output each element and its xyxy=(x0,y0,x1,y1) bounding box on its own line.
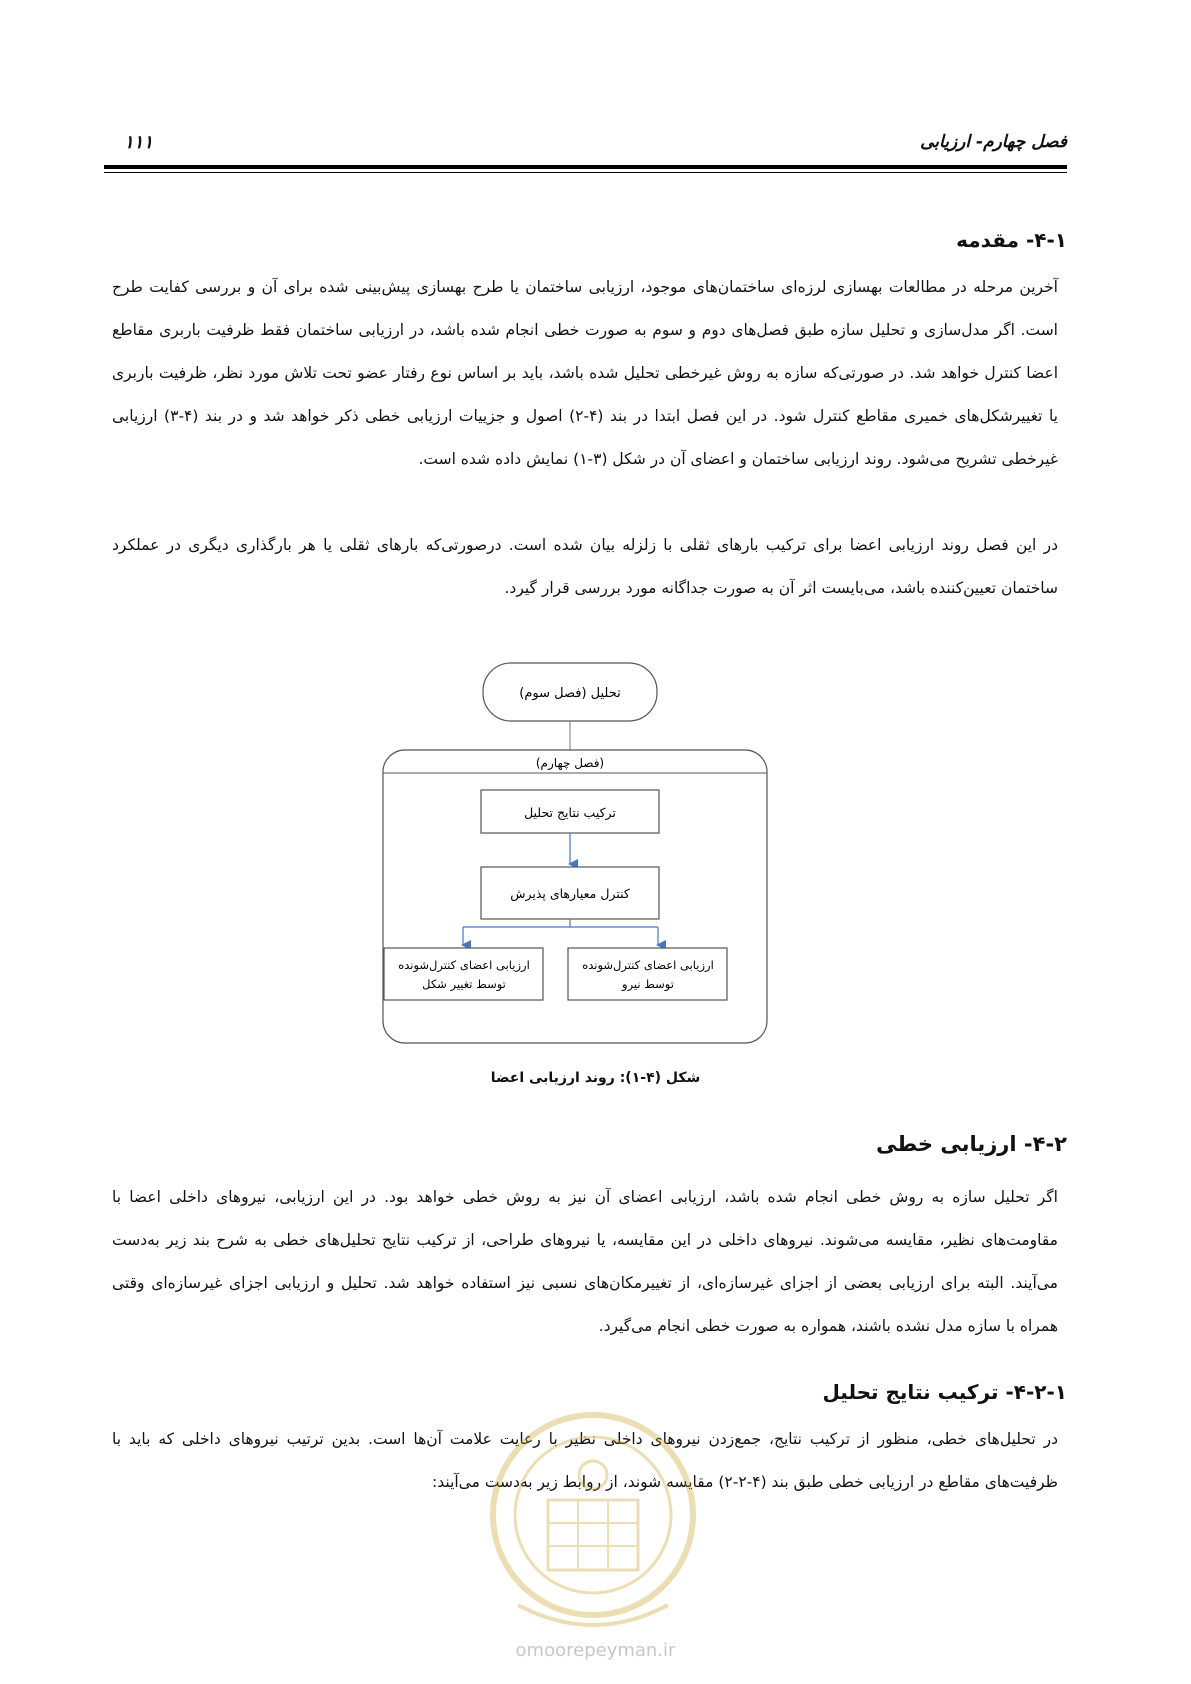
flow-node-deformation-line1: ارزیابی اعضای کنترل‌شونده xyxy=(398,958,530,972)
section-heading-combination: ۴-۲-۱- ترکیب نتایج تحلیل xyxy=(822,1380,1067,1404)
section-heading-linear-evaluation: ۴-۲- ارزیابی خطی xyxy=(876,1132,1067,1156)
flow-node-force-line1: ارزیابی اعضای کنترل‌شونده xyxy=(582,958,714,972)
page-number: ۱۱۱ xyxy=(124,132,154,153)
flow-node-force-line2: توسط نیرو xyxy=(622,977,674,991)
watermark-seal xyxy=(478,1405,708,1655)
linear-evaluation-paragraph: اگر تحلیل سازه به روش خطی انجام شده باشد، ارزیابی اعضای آن نیز به روش خطی خواهد بود. در این ارزیابی، نیروهای داخلی اعضا با مقاومت‌های نظیر، مقایسه می‌شوند. نیروهای داخلی در این مقایسه، یا نیروهای طراحی، از ترکیب نتایج تحلیل‌های خطی به شرح بند زیر به‌دست می‌آیند. البته برای ارزیابی بعضی از اجزای غیرسازه‌ای، از تغییرمکان‌های نسبی نیز استفاده خواهد شد. تحلیل و ارزیابی اجزای غیرسازه‌ای وقتی همراه با سازه مدل نشده باشند، همواره به صورت خطی انجام می‌گیرد. xyxy=(112,1188,1058,1335)
section-heading-introduction: ۴-۱- مقدمه xyxy=(956,228,1067,252)
watermark-url: omoorepeyman.ir xyxy=(515,1640,676,1661)
intro-paragraph-1: آخرین مرحله در مطالعات بهسازی لرزه‌ای ساختمان‌های موجود، ارزیابی ساختمان یا طرح بهسازی پیش‌بینی شده برای آن و بررسی کفایت طرح است. اگر مدل‌سازی و تحلیل سازه طبق فصل‌های دوم و سوم به صورت خطی انجام شده باشد، در ارزیابی ساختمان فقط ظرفیت باربری مقاطع اعضا کنترل خواهد شد. در صورتی‌که سازه به روش غیرخطی تحلیل شده باشد، باید بر اساس نوع رفتار عضو تحت تلاش مورد نظر، ظرفیت باربری یا تغییرشکل‌های خمیری مقاطع کنترل شود. در این فصل ابتدا در بند (۴-۲) اصول و جزییات ارزیابی خطی ذکر خواهد شد و در بند (۴-۳) ارزیابی غیرخطی تشریح می‌شود. روند ارزیابی ساختمان و اعضای آن در شکل (۳-۱) نمایش داده شده است. xyxy=(112,278,1058,468)
page-header xyxy=(104,128,1067,158)
flow-node-combine-label: ترکیب نتایج تحلیل xyxy=(524,805,616,820)
flow-node-analysis-label: تحلیل (فصل سوم) xyxy=(519,686,621,701)
flow-node-force-controlled xyxy=(568,948,727,1000)
header-rule-thin xyxy=(104,172,1067,173)
intro-paragraph-2: در این فصل روند ارزیابی اعضا برای ترکیب بارهای ثقلی با زلزله بیان شده است. درصورتی‌که بارهای ثقلی یا هر بارگذاری دیگری در عملکرد ساختمان تعیین‌کننده باشد، می‌بایست اثر آن به صورت جداگانه مورد بررسی قرار گیرد. xyxy=(112,536,1058,597)
flow-node-deformation-controlled xyxy=(384,948,543,1000)
figure-caption: شکل (۴-۱): روند ارزیابی اعضا xyxy=(490,1070,701,1086)
flowchart-figure xyxy=(370,660,780,1050)
header-rule-thick xyxy=(104,165,1067,169)
chapter-title: فصل چهارم- ارزیابی xyxy=(920,132,1067,152)
flow-node-deformation-line2: توسط تغییر شکل xyxy=(422,977,506,991)
combination-paragraph: در تحلیل‌های خطی، منظور از ترکیب نتایج، جمع‌زدن نیروهای داخلی نظیر با رعایت علامت آن‌ها است. بدین ترتیب نیروهای داخلی که باید با ظرفیت‌های مقاطع در ارزیابی خطی طبق بند (۴-۲-۲) مقایسه شوند، از روابط زیر به‌دست می‌آیند: xyxy=(112,1430,1058,1491)
flow-node-control-label: کنترل معیارهای پذیرش xyxy=(510,886,630,901)
flow-group-label: (فصل چهارم) xyxy=(535,756,605,770)
